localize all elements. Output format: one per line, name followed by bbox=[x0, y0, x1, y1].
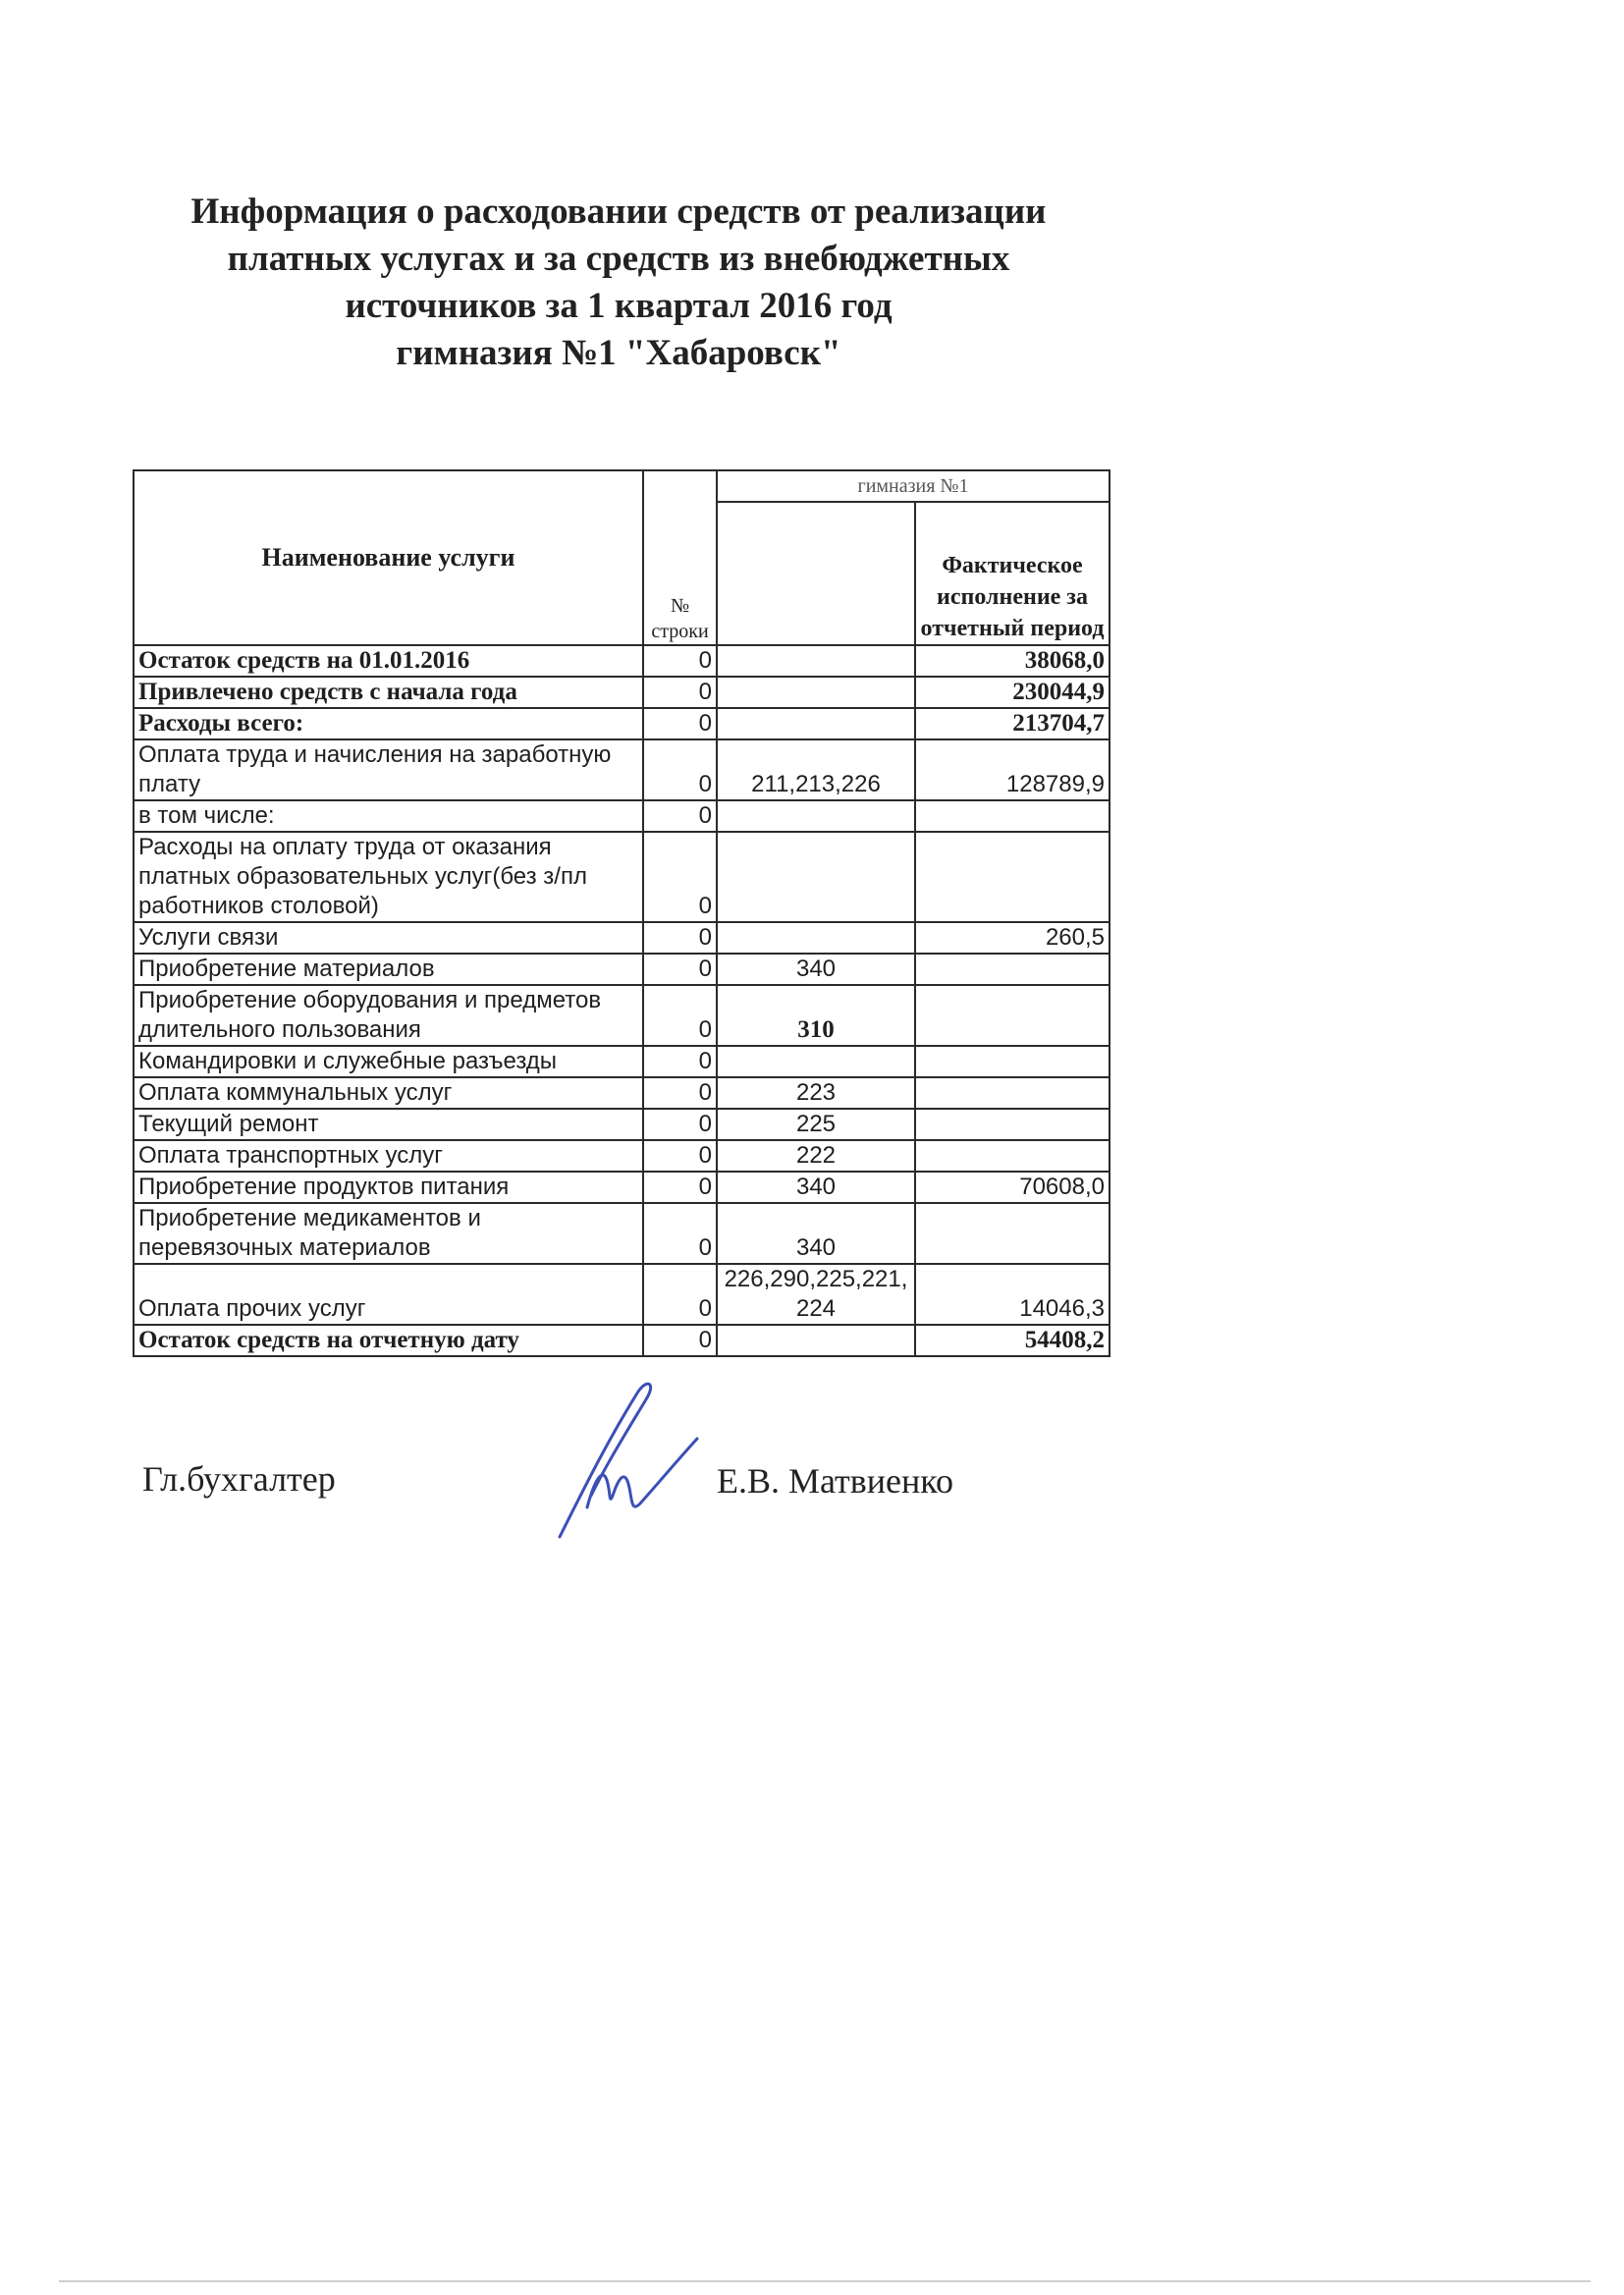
row-name: Оплата труда и начисления на заработную плату bbox=[134, 739, 643, 800]
title-line-2: платных услугах и за средств из внебюджетных bbox=[227, 239, 1010, 279]
row-code: 310 bbox=[717, 985, 915, 1046]
row-actual bbox=[915, 1077, 1110, 1109]
table-row bbox=[134, 1140, 1110, 1172]
row-code: 226,290,225,221, 224 bbox=[717, 1264, 915, 1325]
table-row bbox=[134, 708, 1110, 739]
title-line-1: Информация о расходовании средств от реализации bbox=[190, 191, 1047, 232]
row-actual bbox=[915, 832, 1110, 922]
title-line-3: источников за 1 квартал 2016 год bbox=[345, 286, 893, 326]
row-actual bbox=[915, 1203, 1110, 1264]
table-row bbox=[134, 985, 1110, 1046]
row-name: Остаток средств на отчетную дату bbox=[134, 1325, 643, 1356]
header-row-number: № строки bbox=[643, 470, 717, 645]
row-number: 0 bbox=[643, 954, 717, 985]
row-code: 340 bbox=[717, 1203, 915, 1264]
row-number: 0 bbox=[643, 800, 717, 832]
row-actual: 38068,0 bbox=[915, 645, 1110, 677]
row-code bbox=[717, 645, 915, 677]
row-actual bbox=[915, 800, 1110, 832]
row-number: 0 bbox=[643, 739, 717, 800]
row-actual bbox=[915, 985, 1110, 1046]
row-code bbox=[717, 708, 915, 739]
header-code-cell bbox=[717, 502, 915, 645]
row-name: Командировки и служебные разъезды bbox=[134, 1046, 643, 1077]
row-code: 340 bbox=[717, 954, 915, 985]
table-row bbox=[134, 1046, 1110, 1077]
row-name: Услуги связи bbox=[134, 922, 643, 954]
header-row-1 bbox=[134, 470, 1110, 502]
row-name: Расходы всего: bbox=[134, 708, 643, 739]
row-code: 222 bbox=[717, 1140, 915, 1172]
title-line-4: гимназия №1 "Хабаровск" bbox=[396, 333, 841, 373]
table-row bbox=[134, 1077, 1110, 1109]
row-actual bbox=[915, 1109, 1110, 1140]
row-name: Приобретение оборудования и предметов длительного пользования bbox=[134, 985, 643, 1046]
row-name: Привлечено средств с начала года bbox=[134, 677, 643, 708]
table-row bbox=[134, 677, 1110, 708]
row-actual bbox=[915, 1046, 1110, 1077]
row-number: 0 bbox=[643, 985, 717, 1046]
row-code bbox=[717, 1046, 915, 1077]
row-number: 0 bbox=[643, 1264, 717, 1325]
row-name: Приобретение продуктов питания bbox=[134, 1172, 643, 1203]
row-actual: 260,5 bbox=[915, 922, 1110, 954]
row-actual: 213704,7 bbox=[915, 708, 1110, 739]
row-number: 0 bbox=[643, 1203, 717, 1264]
signature-block bbox=[142, 1458, 1026, 1537]
row-actual bbox=[915, 954, 1110, 985]
document-title bbox=[128, 189, 1110, 377]
row-number: 0 bbox=[643, 677, 717, 708]
row-number: 0 bbox=[643, 832, 717, 922]
row-actual: 14046,3 bbox=[915, 1264, 1110, 1325]
table-row bbox=[134, 832, 1110, 922]
signer-role: Гл.бухгалтер bbox=[142, 1459, 336, 1499]
header-service-name: Наименование услуги bbox=[134, 470, 643, 645]
row-number: 0 bbox=[643, 1172, 717, 1203]
row-number: 0 bbox=[643, 1140, 717, 1172]
row-name: Приобретение материалов bbox=[134, 954, 643, 985]
scan-edge-line bbox=[59, 2280, 1591, 2282]
header-actual-execution: Фактическое исполнение за отчетный период bbox=[915, 502, 1110, 645]
row-name: в том числе: bbox=[134, 800, 643, 832]
header-school-group: гимназия №1 bbox=[717, 470, 1110, 502]
row-number: 0 bbox=[643, 1109, 717, 1140]
row-number: 0 bbox=[643, 922, 717, 954]
table-row bbox=[134, 1264, 1110, 1325]
row-name: Остаток средств на 01.01.2016 bbox=[134, 645, 643, 677]
row-actual bbox=[915, 1140, 1110, 1172]
row-code bbox=[717, 1325, 915, 1356]
table-row bbox=[134, 739, 1110, 800]
signer-name: Е.В. Матвиенко bbox=[717, 1461, 953, 1501]
row-number: 0 bbox=[643, 645, 717, 677]
row-name: Оплата коммунальных услуг bbox=[134, 1077, 643, 1109]
row-code: 225 bbox=[717, 1109, 915, 1140]
table-row bbox=[134, 1172, 1110, 1203]
row-code: 340 bbox=[717, 1172, 915, 1203]
row-code: 223 bbox=[717, 1077, 915, 1109]
row-name: Текущий ремонт bbox=[134, 1109, 643, 1140]
row-actual: 54408,2 bbox=[915, 1325, 1110, 1356]
row-code bbox=[717, 832, 915, 922]
row-code bbox=[717, 677, 915, 708]
row-number: 0 bbox=[643, 1046, 717, 1077]
table-row bbox=[134, 954, 1110, 985]
table-row bbox=[134, 1109, 1110, 1140]
row-actual: 70608,0 bbox=[915, 1172, 1110, 1203]
row-code: 211,213,226 bbox=[717, 739, 915, 800]
table-row bbox=[134, 800, 1110, 832]
row-code bbox=[717, 922, 915, 954]
row-number: 0 bbox=[643, 1325, 717, 1356]
row-actual: 128789,9 bbox=[915, 739, 1110, 800]
expenses-table bbox=[133, 469, 1110, 1357]
row-name: Приобретение медикаментов и перевязочных материалов bbox=[134, 1203, 643, 1264]
row-name: Оплата прочих услуг bbox=[134, 1264, 643, 1325]
table-row bbox=[134, 645, 1110, 677]
row-actual: 230044,9 bbox=[915, 677, 1110, 708]
row-code bbox=[717, 800, 915, 832]
row-name: Расходы на оплату труда от оказания платных образовательных услуг(без з/пл работников столовой) bbox=[134, 832, 643, 922]
row-number: 0 bbox=[643, 1077, 717, 1109]
table-row bbox=[134, 1203, 1110, 1264]
table-row bbox=[134, 1325, 1110, 1356]
row-number: 0 bbox=[643, 708, 717, 739]
table-row bbox=[134, 922, 1110, 954]
row-name: Оплата транспортных услуг bbox=[134, 1140, 643, 1172]
